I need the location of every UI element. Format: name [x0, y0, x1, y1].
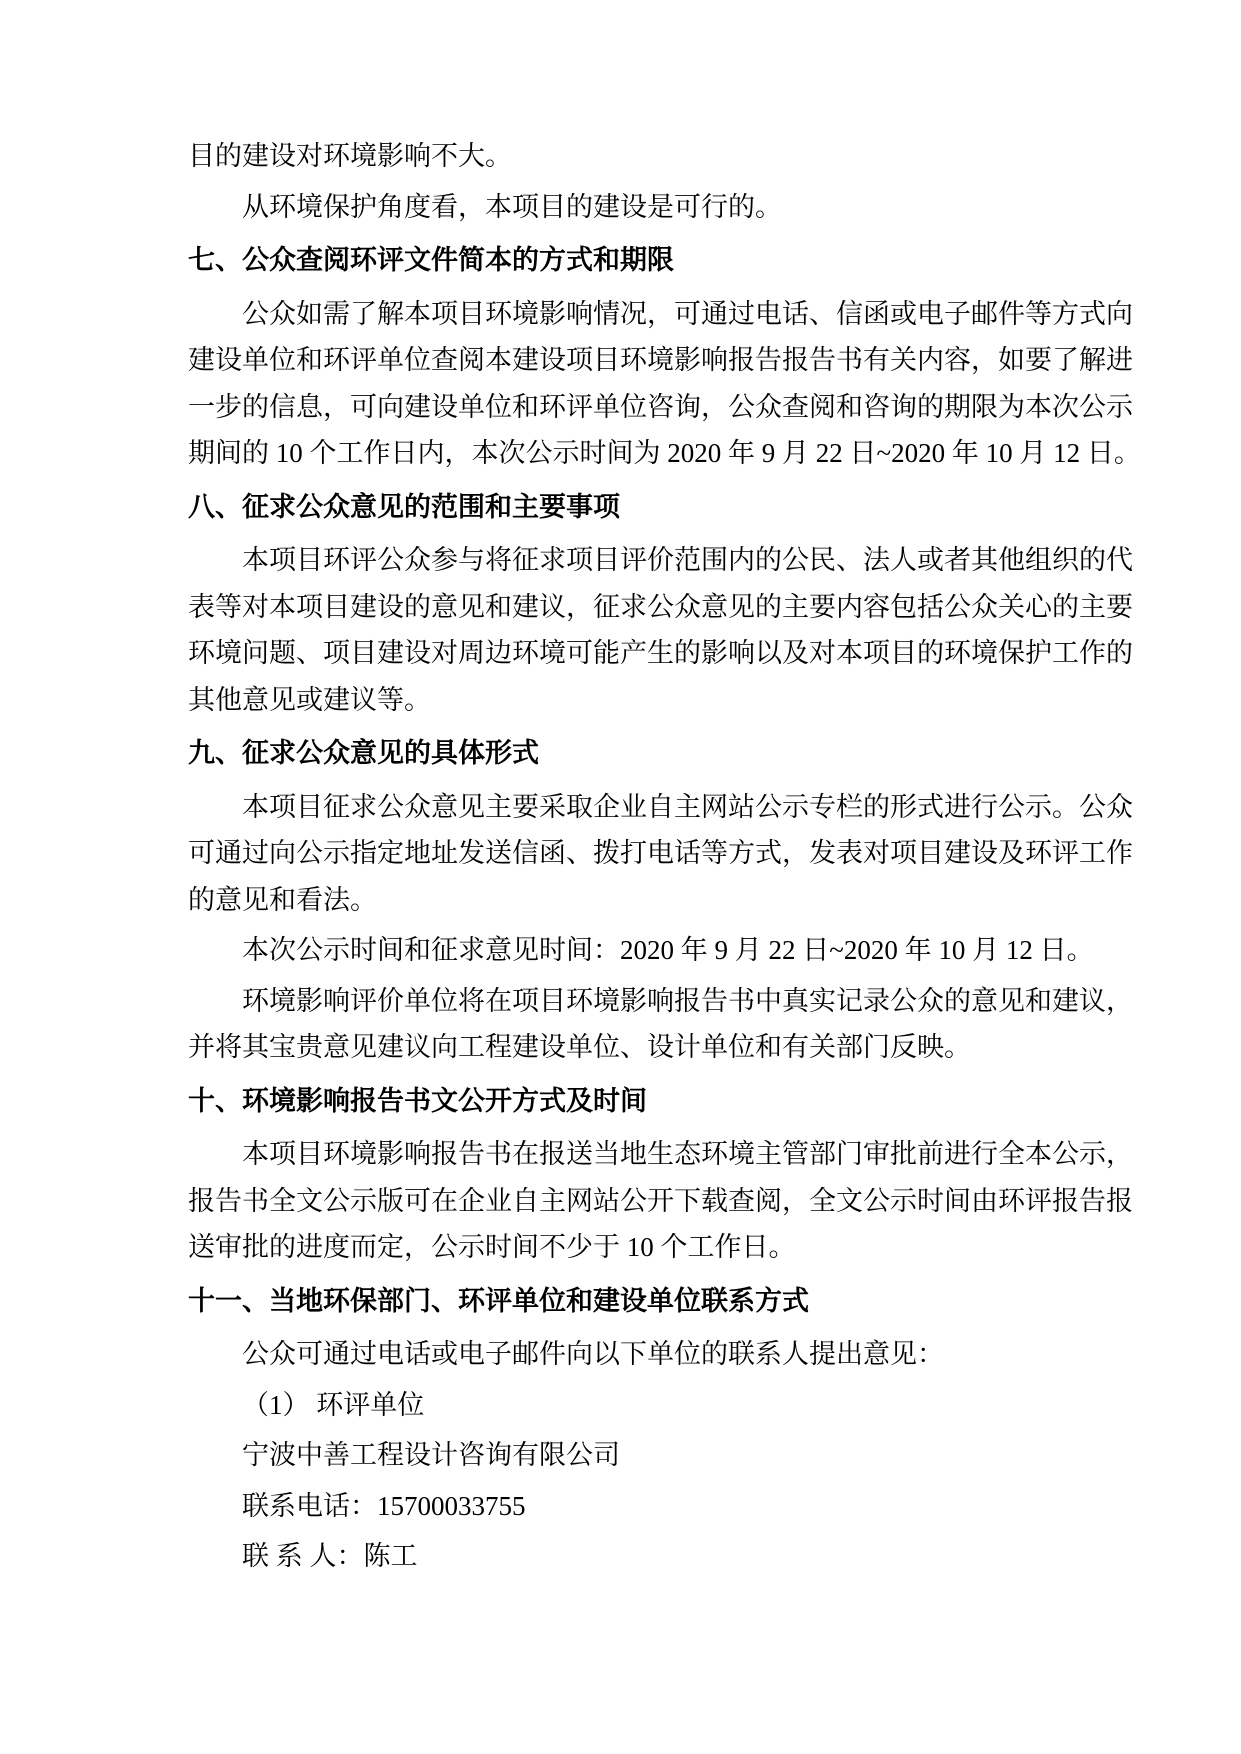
text-line: 表等对本项目建设的意见和建议，征求公众意见的主要内容包括公众关心的主要: [188, 591, 1133, 622]
text-line: 其他意见或建议等。: [188, 684, 431, 715]
text-line: 期间的 10 个工作日内，本次公示时间为 2020 年 9 月 22 日~2020 年 10 月 12 日。: [188, 438, 1141, 468]
text-line: 环境问题、项目建设对周边环境可能产生的影响以及对本项目的环境保护工作的: [188, 638, 1133, 668]
text-line: 联 系 人：陈工: [242, 1541, 418, 1571]
text-line: （1） 环评单位: [242, 1389, 425, 1420]
text-line: 公众如需了解本项目环境影响情况，可通过电话、信函或电子邮件等方式向: [242, 298, 1133, 329]
text-line: 并将其宝贵意见建议向工程建设单位、设计单位和有关部门反映。: [188, 1032, 971, 1062]
text-line: 目的建设对环境影响不大。: [188, 141, 512, 171]
text-line: 送审批的进度而定，公示时间不少于 10 个工作日。: [188, 1232, 796, 1262]
text-line: 本项目环境影响报告书在报送当地生态环境主管部门审批前进行全本公示，: [242, 1139, 1133, 1169]
section-heading: 十、环境影响报告书文公开方式及时间: [188, 1085, 647, 1116]
text-line: 环境影响评价单位将在项目环境影响报告书中真实记录公众的意见和建议，: [242, 985, 1133, 1016]
text-line: 从环境保护角度看，本项目的建设是可行的。: [242, 191, 782, 222]
section-heading: 十一、当地环保部门、环评单位和建设单位联系方式: [188, 1285, 809, 1316]
text-line: 联系电话：15700033755: [242, 1490, 526, 1521]
text-line: 本次公示时间和征求意见时间：2020 年 9 月 22 日~2020 年 10 月 12 日。: [242, 935, 1094, 965]
text-line: 本项目环评公众参与将征求项目评价范围内的公民、法人或者其他组织的代: [242, 545, 1133, 575]
text-line: 一步的信息，可向建设单位和环评单位咨询，公众查阅和咨询的期限为本次公示: [188, 391, 1133, 422]
text-line: 宁波中善工程设计咨询有限公司: [242, 1440, 620, 1470]
document-content: [188, 133, 1141, 1580]
section-heading: 九、征求公众意见的具体形式: [188, 738, 539, 768]
text-line: 报告书全文公示版可在企业自主网站公开下载查阅，全文公示时间由环评报告报: [188, 1185, 1133, 1216]
text-line: 建设单位和环评单位查阅本建设项目环境影响报告报告书有关内容，如要了解进: [188, 345, 1133, 375]
section-heading: 七、公众查阅环评文件简本的方式和期限: [188, 245, 674, 275]
text-line: 公众可通过电话或电子邮件向以下单位的联系人提出意见：: [242, 1339, 944, 1369]
text-line: 可通过向公示指定地址发送信函、拨打电话等方式，发表对项目建设及环评工作: [188, 838, 1133, 868]
section-heading: 八、征求公众意见的范围和主要事项: [188, 491, 620, 522]
text-line: 的意见和看法。: [188, 884, 377, 915]
text-line: 本项目征求公众意见主要采取企业自主网站公示专栏的形式进行公示。公众: [242, 791, 1133, 822]
